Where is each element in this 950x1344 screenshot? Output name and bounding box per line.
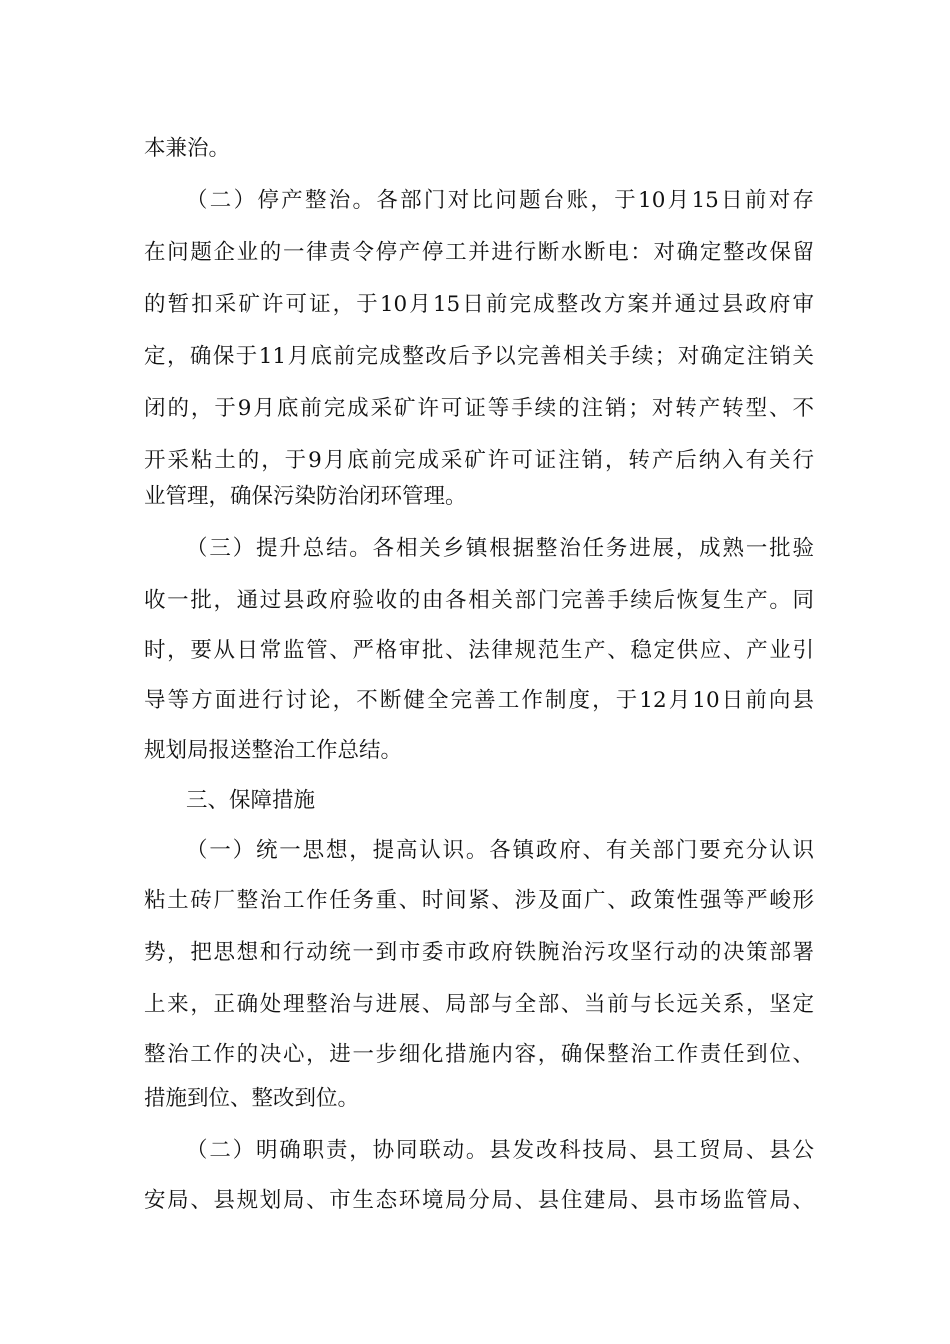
text-line-21: （二）明确职责，协同联动。县发改科技局、县工贸局、县公 <box>186 1138 814 1163</box>
text-line-15: （一）统一思想，提高认识。各镇政府、有关部门要充分认识 <box>186 838 814 863</box>
text-line-1: 本兼治。 <box>144 136 231 161</box>
text-line-10: 收一批，通过县政府验收的由各相关部门完善手续后恢复生产。同 <box>144 588 814 613</box>
text-line-17: 势，把思想和行动统一到市委市政府铁腕治污攻坚行动的决策部署 <box>144 940 814 965</box>
text-line-22: 安局、县规划局、市生态环境局分局、县住建局、县市场监管局、 <box>144 1188 814 1213</box>
text-line-11: 时，要从日常监管、严格审批、法律规范生产、稳定供应、产业引 <box>144 638 814 663</box>
text-line-7: 开采粘土的，于9月底前完成采矿许可证注销，转产后纳入有关行 <box>144 448 814 473</box>
text-line-6: 闭的，于9月底前完成采矿许可证等手续的注销；对转产转型、不 <box>144 396 814 421</box>
section-heading: 三、保障措施 <box>186 788 316 813</box>
text-line-2: （二）停产整治。各部门对比问题台账，于10月15日前对存 <box>186 188 814 213</box>
text-line-12: 导等方面进行讨论，不断健全完善工作制度，于12月10日前向县 <box>144 688 814 713</box>
text-line-18: 上来，正确处理整治与进展、局部与全部、当前与长远关系，坚定 <box>144 992 814 1017</box>
text-line-5: 定，确保于11月底前完成整改后予以完善相关手续；对确定注销关 <box>144 344 814 369</box>
text-line-19: 整治工作的决心，进一步细化措施内容，确保整治工作责任到位、 <box>144 1042 814 1067</box>
text-line-3: 在问题企业的一律责令停产停工并进行断水断电：对确定整改保留 <box>144 240 814 265</box>
text-line-16: 粘土砖厂整治工作任务重、时间紧、涉及面广、政策性强等严峻形 <box>144 888 814 913</box>
text-line-9: （三）提升总结。各相关乡镇根据整治任务进展，成熟一批验 <box>186 536 814 561</box>
text-line-4: 的暂扣采矿许可证，于10月15日前完成整改方案并通过县政府审 <box>144 292 814 317</box>
text-line-20: 措施到位、整改到位。 <box>144 1086 360 1111</box>
text-line-8: 业管理，确保污染防治闭环管理。 <box>144 484 467 509</box>
text-line-13: 规划局报送整治工作总结。 <box>144 738 403 763</box>
